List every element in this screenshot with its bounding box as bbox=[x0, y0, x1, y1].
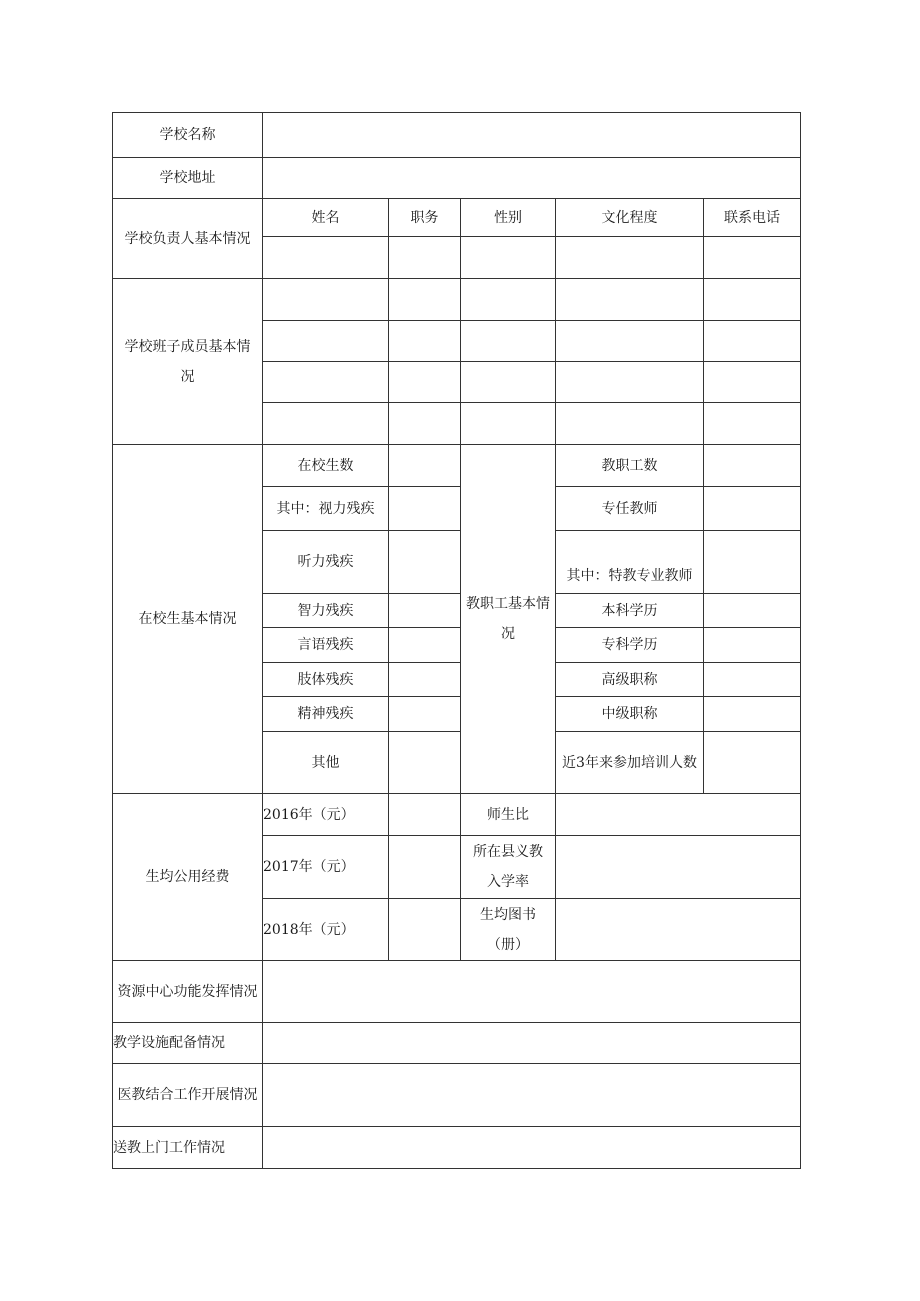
staff-total-label: 教职工数 bbox=[556, 445, 704, 487]
students-physical-field[interactable] bbox=[389, 663, 461, 697]
leader-3-position-field[interactable] bbox=[389, 362, 461, 403]
enrollment-field[interactable] bbox=[556, 836, 801, 899]
leader-4-phone-field[interactable] bbox=[704, 403, 801, 445]
staff-label: 教职工基本情况 bbox=[461, 445, 556, 794]
students-visual-field[interactable] bbox=[389, 487, 461, 531]
col-phone-header: 联系电话 bbox=[704, 199, 801, 237]
leader-2-name-field[interactable] bbox=[263, 321, 389, 362]
staff-fulltime-field[interactable] bbox=[704, 487, 801, 531]
staff-senior-label: 高级职称 bbox=[556, 663, 704, 697]
school-name-label: 学校名称 bbox=[113, 113, 263, 158]
home-teaching-label: 送教上门工作情况 bbox=[113, 1127, 263, 1169]
staff-total-field[interactable] bbox=[704, 445, 801, 487]
school-address-label: 学校地址 bbox=[113, 158, 263, 199]
staff-middle-label: 中级职称 bbox=[556, 697, 704, 732]
leader-3-gender-field[interactable] bbox=[461, 362, 556, 403]
col-name-header: 姓名 bbox=[263, 199, 389, 237]
enrollment-label: 所在县义教入学率 bbox=[461, 836, 556, 899]
students-other-field[interactable] bbox=[389, 732, 461, 794]
students-intellectual-field[interactable] bbox=[389, 594, 461, 628]
principal-name-field[interactable] bbox=[263, 237, 389, 279]
students-intellectual-label: 智力残疾 bbox=[263, 594, 389, 628]
staff-bachelor-label: 本科学历 bbox=[556, 594, 704, 628]
staff-fulltime-label: 专任教师 bbox=[556, 487, 704, 531]
staff-college-label: 专科学历 bbox=[556, 628, 704, 663]
staff-college-field[interactable] bbox=[704, 628, 801, 663]
staff-senior-field[interactable] bbox=[704, 663, 801, 697]
books-field[interactable] bbox=[556, 899, 801, 961]
students-speech-label: 言语残疾 bbox=[263, 628, 389, 663]
students-mental-field[interactable] bbox=[389, 697, 461, 732]
students-label: 在校生基本情况 bbox=[113, 445, 263, 794]
resource-center-field[interactable] bbox=[263, 961, 801, 1023]
funding-2017-label: 2017年（元） bbox=[263, 836, 389, 899]
books-label: 生均图书（册） bbox=[461, 899, 556, 961]
funding-2018-label: 2018年（元） bbox=[263, 899, 389, 961]
leader-4-name-field[interactable] bbox=[263, 403, 389, 445]
funding-2017-field[interactable] bbox=[389, 836, 461, 899]
students-physical-label: 肢体残疾 bbox=[263, 663, 389, 697]
principal-phone-field[interactable] bbox=[704, 237, 801, 279]
funding-2016-field[interactable] bbox=[389, 794, 461, 836]
leader-4-education-field[interactable] bbox=[556, 403, 704, 445]
col-gender-header: 性别 bbox=[461, 199, 556, 237]
school-address-field[interactable] bbox=[263, 158, 801, 199]
leader-3-education-field[interactable] bbox=[556, 362, 704, 403]
funding-label: 生均公用经费 bbox=[113, 794, 263, 961]
students-hearing-label: 听力残疾 bbox=[263, 531, 389, 594]
staff-bachelor-field[interactable] bbox=[704, 594, 801, 628]
staff-special-label: 其中：特教专业教师 bbox=[556, 531, 704, 594]
medical-education-field[interactable] bbox=[263, 1064, 801, 1127]
col-position-header: 职务 bbox=[389, 199, 461, 237]
col-education-header: 文化程度 bbox=[556, 199, 704, 237]
students-hearing-field[interactable] bbox=[389, 531, 461, 594]
students-total-field[interactable] bbox=[389, 445, 461, 487]
principal-education-field[interactable] bbox=[556, 237, 704, 279]
medical-education-label: 医教结合工作开展情况 bbox=[113, 1064, 263, 1127]
leader-3-name-field[interactable] bbox=[263, 362, 389, 403]
staff-training-label: 近3年来参加培训人数 bbox=[556, 732, 704, 794]
leader-2-phone-field[interactable] bbox=[704, 321, 801, 362]
leader-1-position-field[interactable] bbox=[389, 279, 461, 321]
students-mental-label: 精神残疾 bbox=[263, 697, 389, 732]
ratio-field[interactable] bbox=[556, 794, 801, 836]
leader-2-gender-field[interactable] bbox=[461, 321, 556, 362]
ratio-label: 师生比 bbox=[461, 794, 556, 836]
students-total-label: 在校生数 bbox=[263, 445, 389, 487]
leader-1-gender-field[interactable] bbox=[461, 279, 556, 321]
leader-1-name-field[interactable] bbox=[263, 279, 389, 321]
leaders-label: 学校班子成员基本情况 bbox=[113, 279, 263, 445]
principal-gender-field[interactable] bbox=[461, 237, 556, 279]
leader-2-position-field[interactable] bbox=[389, 321, 461, 362]
leader-4-gender-field[interactable] bbox=[461, 403, 556, 445]
leader-1-education-field[interactable] bbox=[556, 279, 704, 321]
facilities-field[interactable] bbox=[263, 1023, 801, 1064]
students-other-label: 其他 bbox=[263, 732, 389, 794]
facilities-label: 教学设施配备情况 bbox=[113, 1023, 263, 1064]
leader-1-phone-field[interactable] bbox=[704, 279, 801, 321]
staff-training-field[interactable] bbox=[704, 732, 801, 794]
funding-2018-field[interactable] bbox=[389, 899, 461, 961]
funding-2016-label: 2016年（元） bbox=[263, 794, 389, 836]
students-speech-field[interactable] bbox=[389, 628, 461, 663]
staff-special-field[interactable] bbox=[704, 531, 801, 594]
leader-4-position-field[interactable] bbox=[389, 403, 461, 445]
leader-2-education-field[interactable] bbox=[556, 321, 704, 362]
students-visual-label: 其中：视力残疾 bbox=[263, 487, 389, 531]
leader-3-phone-field[interactable] bbox=[704, 362, 801, 403]
resource-center-label: 资源中心功能发挥情况 bbox=[113, 961, 263, 1023]
home-teaching-field[interactable] bbox=[263, 1127, 801, 1169]
school-info-form bbox=[112, 112, 801, 1169]
staff-middle-field[interactable] bbox=[704, 697, 801, 732]
principal-label: 学校负责人基本情况 bbox=[113, 199, 263, 279]
school-name-field[interactable] bbox=[263, 113, 801, 158]
principal-position-field[interactable] bbox=[389, 237, 461, 279]
